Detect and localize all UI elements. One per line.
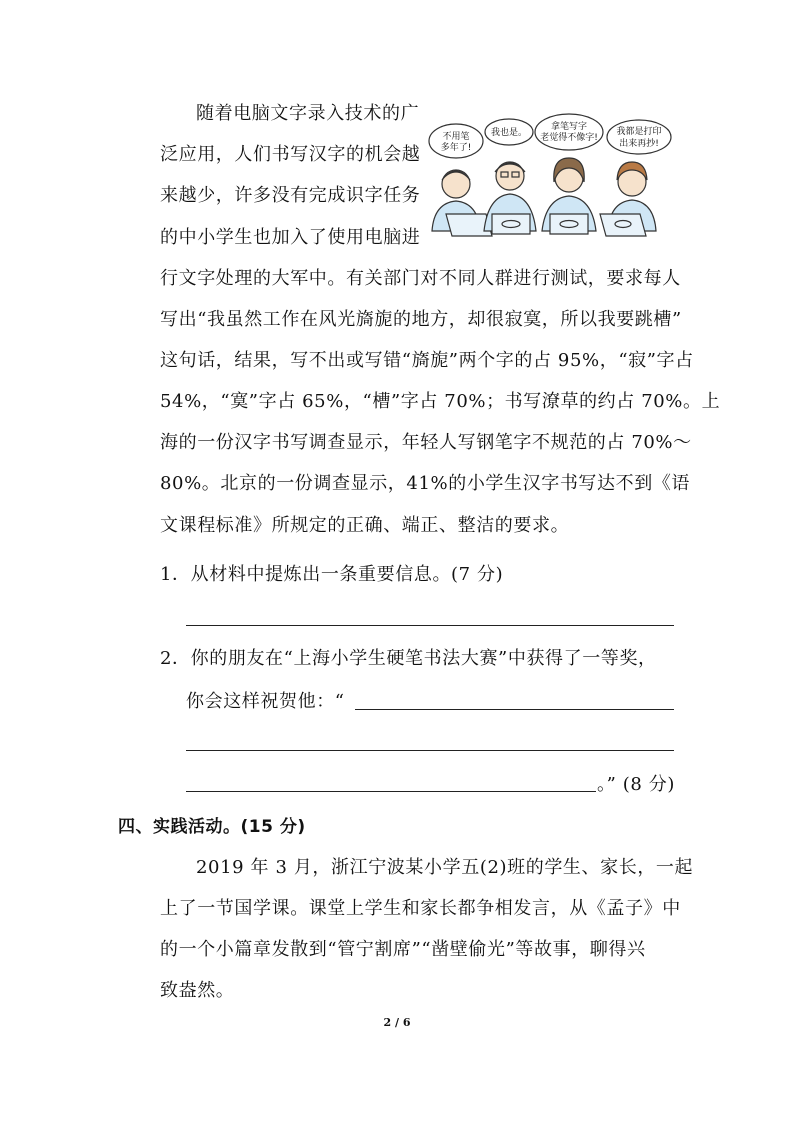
bubble-text-1a: 不用笔 <box>442 132 470 142</box>
section-4-line-2: 上了一节国学课。课堂上学生和家长都争相发言，从《孟子》中 <box>160 898 681 919</box>
speech-bubble-3 <box>535 114 603 150</box>
passage-line-6: 写出“我虽然工作在风光旖旎的地方，却很寂寞，所以我要跳槽” <box>160 309 682 330</box>
bubble-text-1b: 多年了! <box>440 143 472 153</box>
illustration <box>418 106 682 246</box>
bubble-text-3a: 拿笔写字 <box>550 122 588 132</box>
bubble-text-4b: 出来再抄! <box>619 139 659 149</box>
passage-line-2: 泛应用，人们书写汉字的机会越 <box>160 144 421 165</box>
answer-line-q1[interactable] <box>186 625 674 626</box>
bubble-text-3b: 老觉得不像字! <box>540 133 598 143</box>
question-2-line-1: 2．你的朋友在“上海小学生硬笔书法大赛”中获得了一等奖， <box>160 648 657 669</box>
page-number: 2 / 6 <box>383 1016 411 1029</box>
passage-line-7: 这句话，结果，写不出或写错“旖旎”两个字的占 95%，“寂”字占 <box>160 350 694 371</box>
bubble-text-4a: 我都是打印 <box>616 127 662 137</box>
question-1: 1．从材料中提炼出一条重要信息。(7 分) <box>160 564 504 585</box>
passage-line-4: 的中小学生也加入了使用电脑进 <box>160 227 421 248</box>
passage-line-3: 来越少，许多没有完成识字任务 <box>160 185 421 206</box>
answer-line-q2-1[interactable] <box>355 709 674 710</box>
section-4-line-4: 致盎然。 <box>160 980 235 1001</box>
passage-line-1: 随着电脑文字录入技术的广 <box>196 103 420 124</box>
question-2-end: 。” (8 分) <box>597 774 675 795</box>
answer-line-q2-2[interactable] <box>186 750 674 751</box>
passage-line-11: 文课程标准》所规定的正确、端正、整洁的要求。 <box>160 515 570 536</box>
passage-line-8: 54%，“寞”字占 65%，“槽”字占 70%；书写潦草的约占 70%。上 <box>160 391 721 412</box>
question-2-line-2: 你会这样祝贺他：“ <box>186 691 345 712</box>
passage-line-10: 80%。北京的一份调查显示，41%的小学生汉字书写达不到《语 <box>160 473 691 494</box>
bubble-text-2: 我也是。 <box>490 128 528 138</box>
passage-line-5: 行文字处理的大军中。有关部门对不同人群进行测试，要求每人 <box>160 268 681 289</box>
answer-line-q2-3[interactable] <box>186 791 596 792</box>
section-4-line-1: 2019 年 3 月，浙江宁波某小学五(2)班的学生、家长，一起 <box>196 857 694 878</box>
section-4-line-3: 的一个小篇章发散到“管宁割席”“凿壁偷光”等故事，聊得兴 <box>160 939 646 960</box>
passage-line-9: 海的一份汉字书写调查显示，年轻人写钢笔字不规范的占 70%～ <box>160 432 692 453</box>
section-4-title: 四、实践活动。(15 分) <box>118 817 306 837</box>
